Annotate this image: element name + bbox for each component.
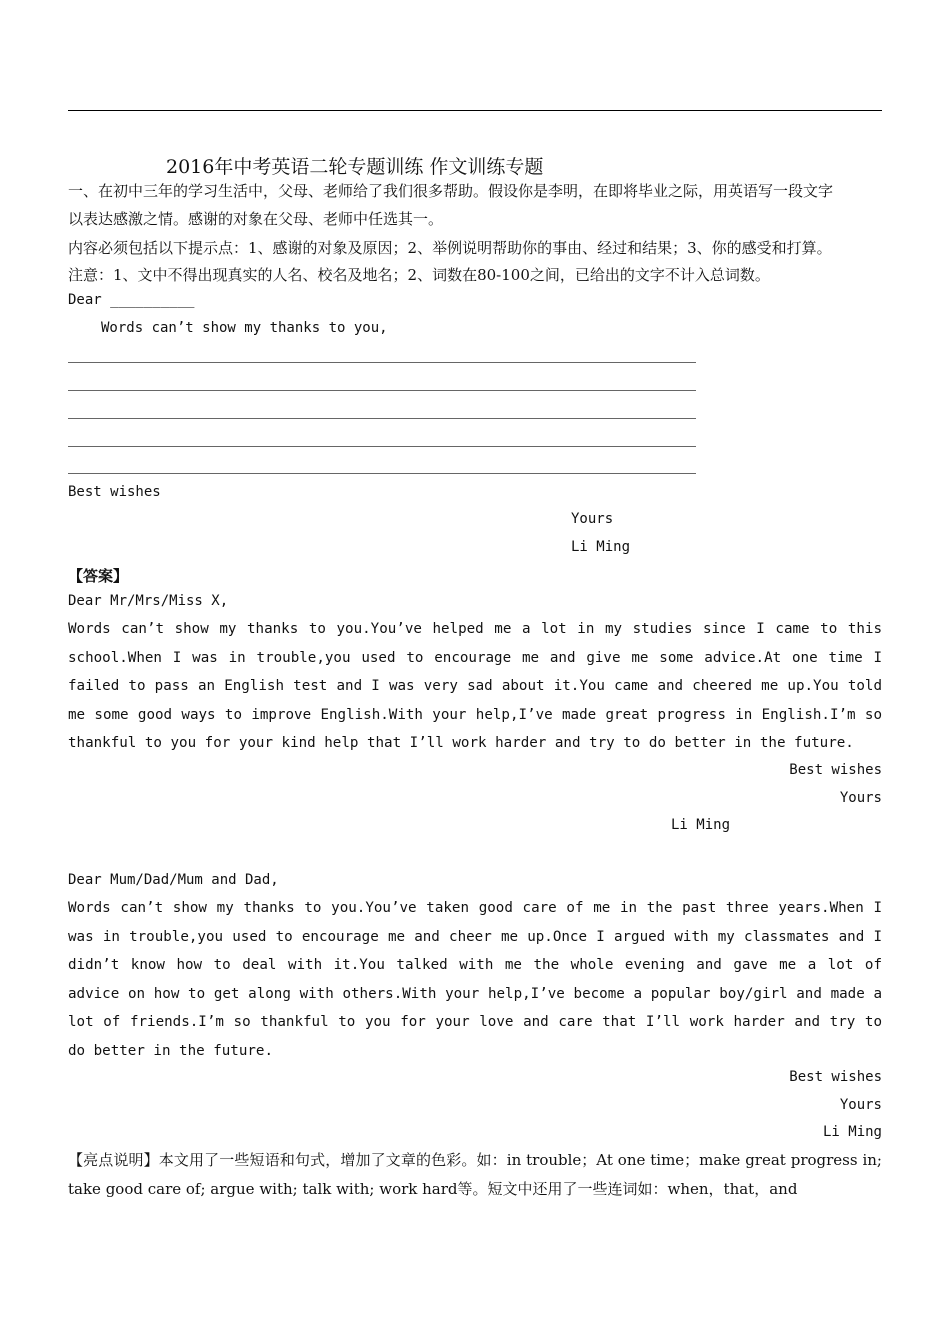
task-prompt-line1: 一、在初中三年的学习生活中，父母、老师给了我们很多帮助。假设你是李明，在即将毕业之际，用英语写一段文字 [68,182,834,200]
answer2-body: Words can’t show my thanks to you.You’ve taken good care of me in the past three years.When I was in trouble,you used to encourage me and cheer me up.Once I argued with my classmates and I didn’t know how to deal with it.You talked with me the whole evening and gave me a lot of advice on how to get along with others.With your help,I’ve become a popular boy/girl and made a lot of friends.I’m so thankful to you for your love and care that I’ll work harder and try to do better in the future. [68,900,882,1059]
answer1-greeting: Dear Mr/Mrs/Miss X, [68,593,229,609]
task-prompt-line2: 以表达感激之情。感谢的对象在父母、老师中任选其一。 [68,210,444,228]
letter-yours: Yours [571,511,614,527]
answer-heading: 【答案】 [68,567,129,585]
writing-line-2[interactable] [68,390,696,391]
answer1-signature: Li Ming [671,817,731,833]
letter-closing: Best wishes [68,484,161,500]
page-title: 2016年中考英语二轮专题训练 作文训练专题 [166,156,544,178]
writing-line-5[interactable] [68,473,696,474]
answer1-closing: Best wishes [789,762,882,778]
answer2-yours: Yours [839,1097,882,1113]
task-notes: 注意：1、文中不得出现真实的人名、校名及地名；2、词数在80-100之间，已给出的文字不计入总词数。 [68,266,770,284]
task-requirements: 内容必须包括以下提示点：1、感谢的对象及原因；2、举例说明帮助你的事由、经过和结果；3、你的感受和打算。 [68,239,832,257]
letter-opening-line: Words can’t show my thanks to you, [101,320,388,336]
answer2-closing: Best wishes [789,1069,882,1085]
writing-line-4[interactable] [68,446,696,447]
header-rule [68,110,882,111]
answer1-yours: Yours [839,790,882,806]
letter-greeting-blank: Dear __________ [68,292,195,308]
answer2-greeting: Dear Mum/Dad/Mum and Dad, [68,872,279,888]
highlight-explanation: 【亮点说明】本文用了一些短语和句式，增加了文章的色彩。如：in trouble；At one time；make great progress in; take good care of; argue with; talk with; work hard等。短文中还用了一些连词如：when，that，and [68,1151,882,1198]
writing-line-3[interactable] [68,418,696,419]
answer2-signature: Li Ming [822,1124,882,1140]
answer1-body: Words can’t show my thanks to you.You’ve helped me a lot in my studies since I came to this school.When I was in trouble,you used to encourage me and give me some advice.At one time I failed to pass an English test and I was very sad about it.You came and cheered me up.You told me some good ways to improve English.With your help,I’ve made great progress in English.I’m so thankful to you for your kind help that I’ll work harder and try to do better in the future. [68,621,882,751]
writing-line-1[interactable] [68,362,696,363]
letter-signature: Li Ming [571,539,631,555]
